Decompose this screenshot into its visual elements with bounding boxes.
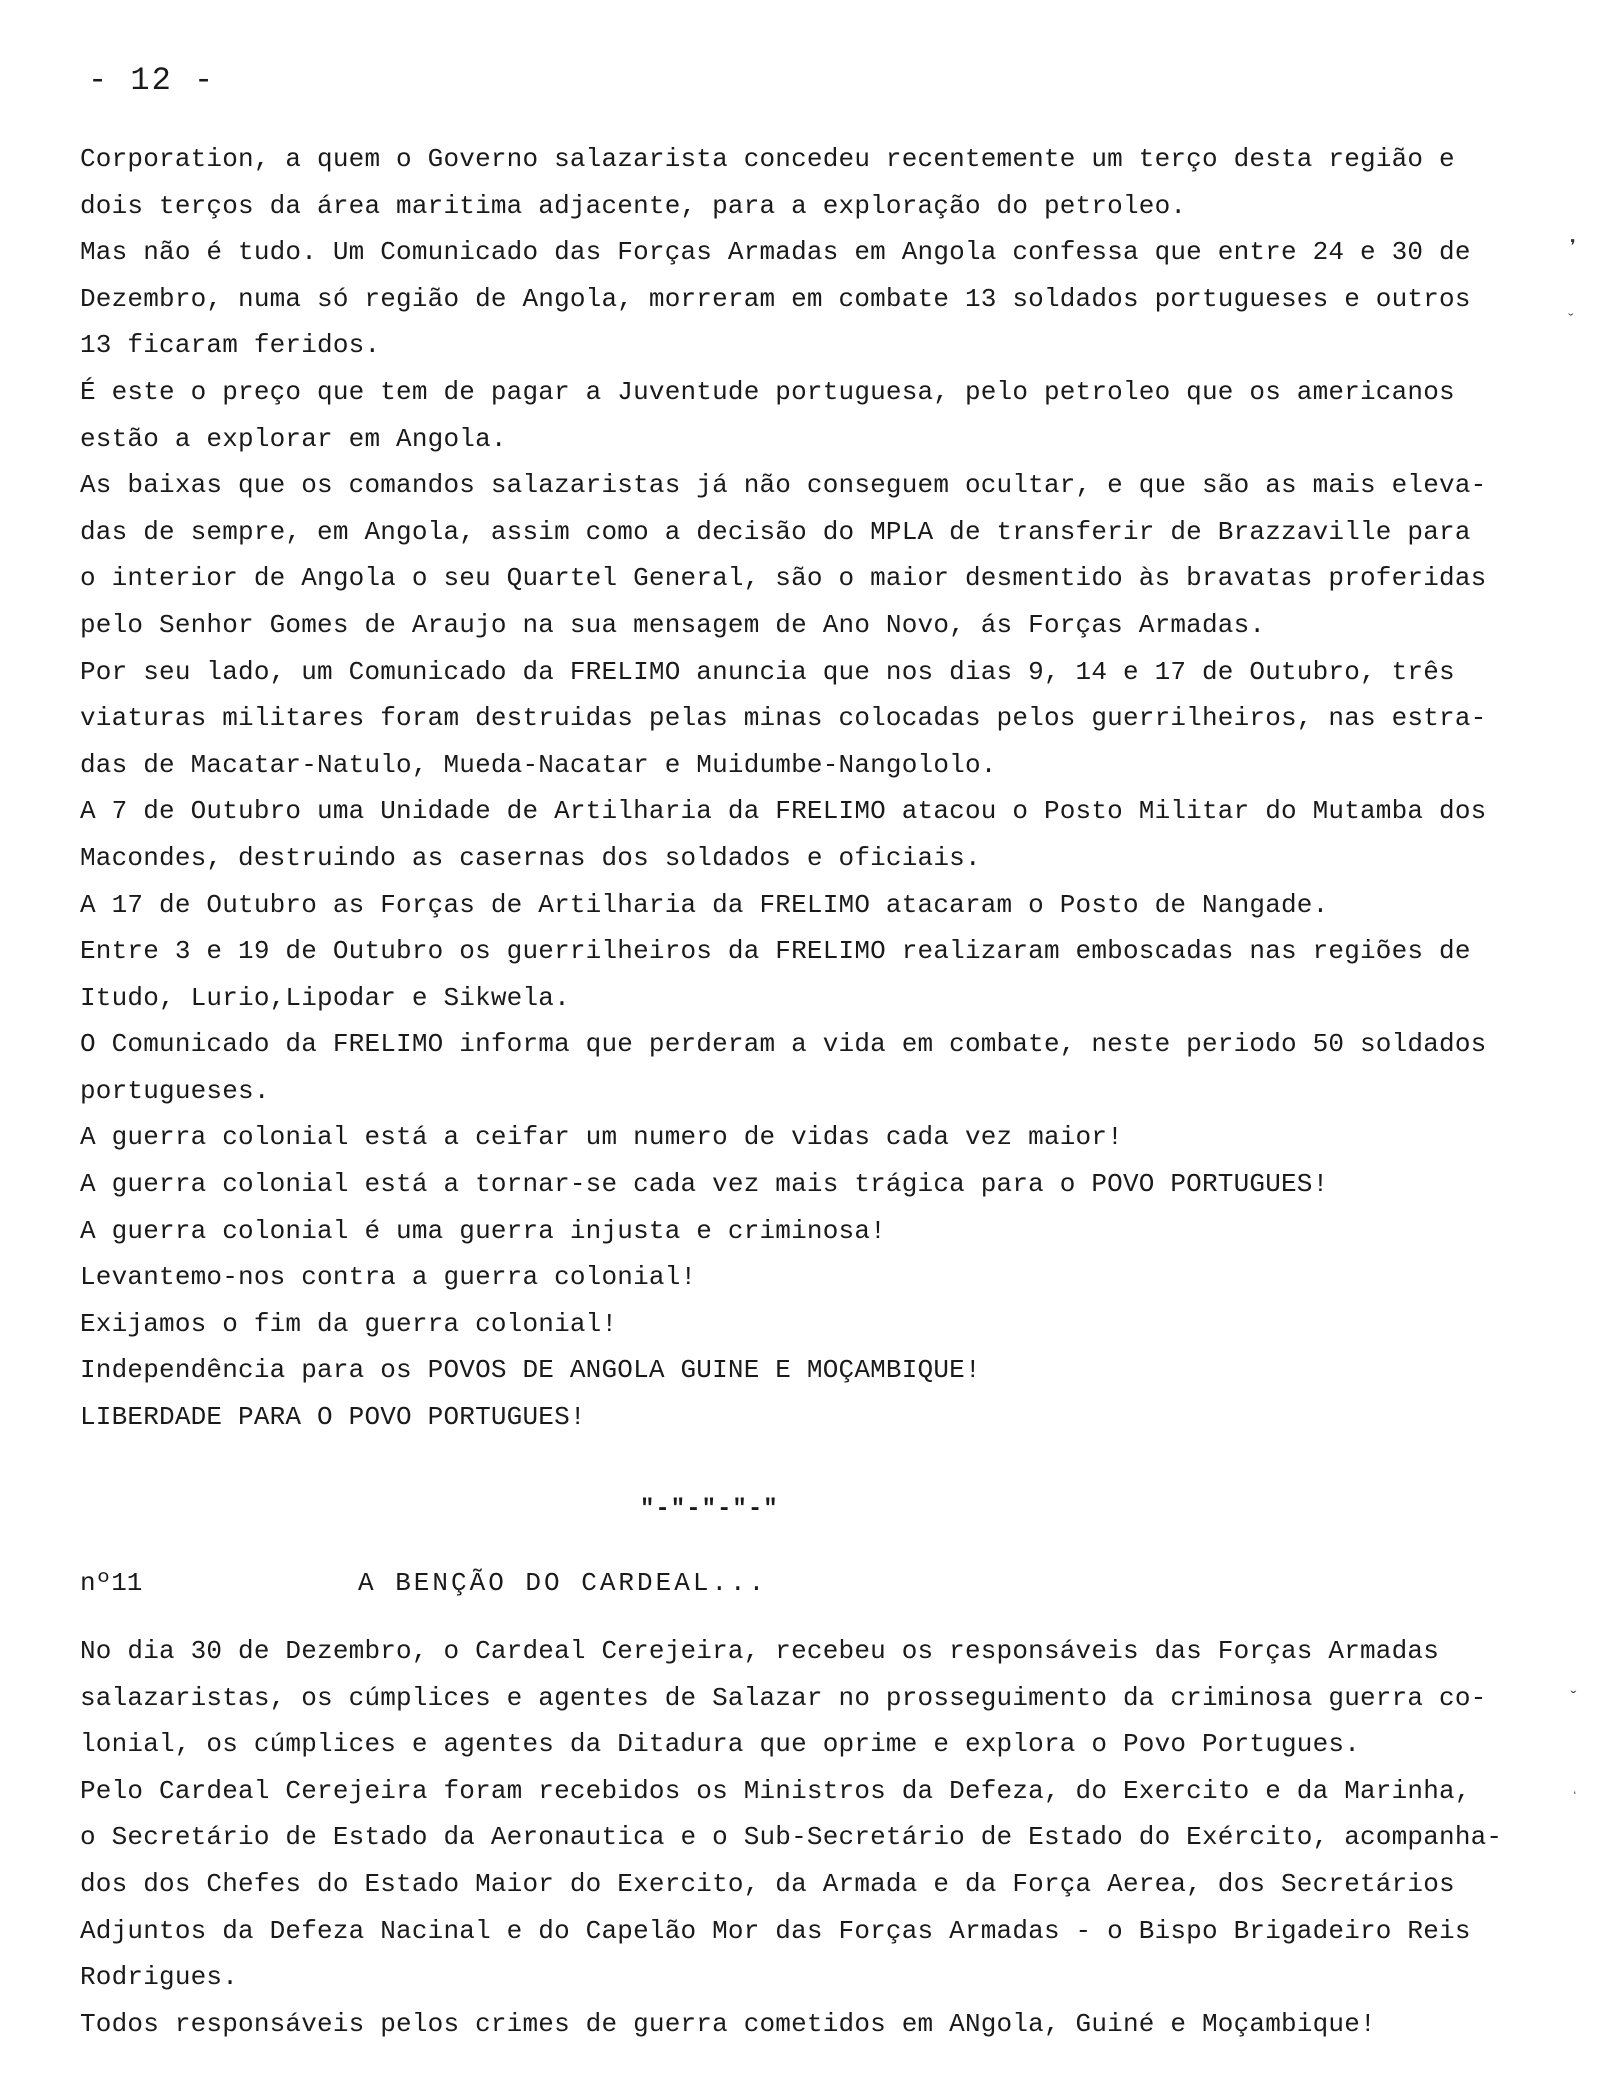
text-line: A 17 de Outubro as Forças de Artilharia da FRELIMO atacaram o Posto de Nangade. — [80, 889, 1329, 920]
margin-ink-mark: ˌ — [1570, 1778, 1580, 1796]
text-line: Corporation, a quem o Governo salazarista concedeu recentemente um terço desta região e — [80, 144, 1455, 174]
text-line: O Comunicado da FRELIMO informa que perderam a vida em combate, neste periodo 50 soldados — [80, 1029, 1487, 1060]
text-line: dois terços da área maritima adjacente, para a exploração do petroleo. — [80, 190, 1187, 221]
article-body — [80, 136, 1520, 1441]
text-line: Independência para os POVOS DE ANGOLA GUINE E MOÇAMBIQUE! — [80, 1355, 981, 1386]
text-line: No dia 30 de Dezembro, o Cardeal Cerejeira, recebeu os responsáveis das Forças Armadas — [80, 1636, 1440, 1666]
text-line: Mas não é tudo. Um Comunicado das Forças Armadas em Angola confessa que entre 24 e 30 de — [80, 237, 1471, 268]
text-line: Adjuntos da Defeza Nacinal e do Capelão Mor das Forças Armadas - o Bispo Brigadeiro Reis — [80, 1915, 1471, 1946]
text-line: dos dos Chefes do Estado Maior do Exercito, da Armada e da Força Aerea, dos Secretários — [80, 1868, 1455, 1899]
text-line: estão a explorar em Angola. — [80, 423, 507, 454]
text-line: Pelo Cardeal Cerejeira foram recebidos os Ministros da Defeza, do Exercito e da Marinha, — [80, 1775, 1471, 1806]
text-line: Exijamos o fim da guerra colonial! — [80, 1308, 618, 1339]
text-line: portugueses. — [80, 1075, 270, 1106]
text-line: Levantemo-nos contra a guerra colonial! — [80, 1262, 697, 1293]
text-line: A 7 de Outubro uma Unidade de Artilharia da FRELIMO atacou o Posto Militar do Mutamba dos — [80, 796, 1487, 827]
text-line: Macondes, destruindo as casernas dos soldados e oficiais. — [80, 842, 981, 873]
text-line: Itudo, Lurio,Lipodar e Sikwela. — [80, 982, 570, 1013]
text-line: lonial, os cúmplices e agentes da Ditadura que oprime e explora o Povo Portugues. — [80, 1729, 1361, 1760]
text-line: As baixas que os comandos salazaristas já não conseguem ocultar, e que são as mais eleva- — [80, 470, 1487, 501]
margin-ink-mark: ˇ — [1566, 312, 1576, 330]
section-heading — [80, 1568, 1520, 1608]
text-line: LIBERDADE PARA O POVO PORTUGUES! — [80, 1402, 586, 1433]
text-line: Dezembro, numa só região de Angola, morreram em combate 13 soldados portugueses e outros — [80, 283, 1471, 314]
text-line: o interior de Angola o seu Quartel General, são o maior desmentido às bravatas proferidas — [80, 563, 1487, 594]
text-line: salazaristas, os cúmplices e agentes de Salazar no prosseguimento da criminosa guerra co- — [80, 1682, 1487, 1713]
text-line: A guerra colonial está a tornar-se cada vez mais trágica para o POVO PORTUGUES! — [80, 1169, 1329, 1200]
text-line: A guerra colonial é uma guerra injusta e criminosa! — [80, 1215, 886, 1246]
section-separator: "-"-"-"-" — [640, 1496, 779, 1523]
section-body — [80, 1628, 1540, 2047]
text-line: É este o preço que tem de pagar a Juventude portuguesa, pelo petroleo que os americanos — [80, 376, 1455, 407]
text-line: Por seu lado, um Comunicado da FRELIMO anuncia que nos dias 9, 14 e 17 de Outubro, três — [80, 656, 1455, 687]
text-line: Entre 3 e 19 de Outubro os guerrilheiros da FRELIMO realizaram emboscadas nas regiões de — [80, 936, 1471, 967]
text-line: viaturas militares foram destruidas pelas minas colocadas pelos guerrilheiros, nas estra- — [80, 703, 1487, 734]
page-number: - 12 - — [88, 62, 216, 99]
margin-ink-mark: ˇ — [1568, 1690, 1579, 1710]
text-line: Todos responsáveis pelos crimes de guerra cometidos em ANgola, Guiné e Moçambique! — [80, 2008, 1376, 2039]
text-line: A guerra colonial está a ceifar um numero de vidas cada vez maior! — [80, 1122, 1123, 1153]
text-line: 13 ficaram feridos. — [80, 330, 381, 361]
text-line: o Secretário de Estado da Aeronautica e o Sub-Secretário de Estado do Exército, acompanha- — [80, 1822, 1503, 1853]
text-line: pelo Senhor Gomes de Araujo na sua mensagem de Ano Novo, ás Forças Armadas. — [80, 609, 1266, 640]
margin-ink-mark: ❜ — [1566, 237, 1580, 262]
section-number: nº11 — [80, 1568, 143, 1598]
text-line: das de Macatar-Natulo, Mueda-Nacatar e Muidumbe-Nangololo. — [80, 749, 997, 780]
text-line: das de sempre, em Angola, assim como a decisão do MPLA de transferir de Brazzaville para — [80, 516, 1471, 547]
section-title: A BENÇÃO DO CARDEAL... — [358, 1568, 768, 1598]
text-line: Rodrigues. — [80, 1962, 239, 1993]
